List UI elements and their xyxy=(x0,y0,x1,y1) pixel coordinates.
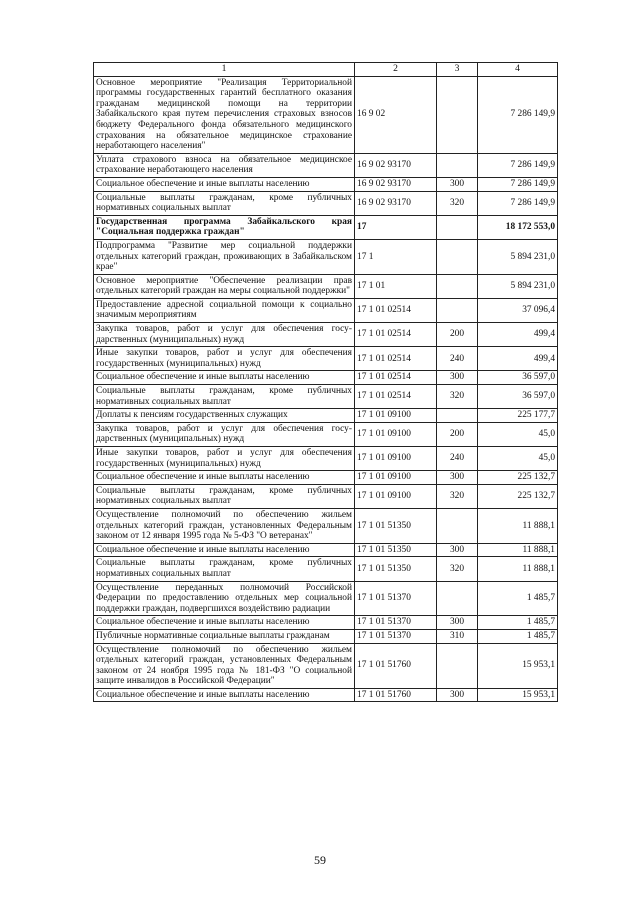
budget-table xyxy=(93,62,558,702)
row-code-cell: 17 1 01 51370 xyxy=(355,629,437,643)
row-code-cell: 17 1 01 09100 xyxy=(355,447,437,471)
row-expense-type-cell: 320 xyxy=(437,385,478,409)
table-row xyxy=(94,616,558,630)
row-amount-cell: 5 894 231,0 xyxy=(478,274,558,298)
row-expense-type-cell xyxy=(437,239,478,274)
row-expense-type-cell: 320 xyxy=(437,557,478,581)
row-name-cell: Предоставление адресной социальной помощи к социально значимым мероприятиям xyxy=(94,298,355,322)
row-code-cell: 16 9 02 93170 xyxy=(355,177,437,191)
row-amount-cell: 15 953,1 xyxy=(478,688,558,702)
row-amount-cell: 225 132,7 xyxy=(478,471,558,485)
row-name-cell: Доплаты к пенсиям государственных служащих xyxy=(94,409,355,423)
row-amount-cell: 36 597,0 xyxy=(478,385,558,409)
row-amount-cell: 1 485,7 xyxy=(478,616,558,630)
row-name-cell: Социальное обеспечение и иные выплаты населению xyxy=(94,177,355,191)
row-name-cell: Уплата страхового взноса на обязательное медицинское страхование неработающего населения xyxy=(94,153,355,177)
row-amount-cell: 45,0 xyxy=(478,422,558,446)
row-expense-type-cell: 310 xyxy=(437,629,478,643)
row-code-cell: 17 1 01 51350 xyxy=(355,508,437,543)
row-amount-cell: 225 132,7 xyxy=(478,484,558,508)
row-amount-cell: 7 286 149,9 xyxy=(478,177,558,191)
table-row xyxy=(94,484,558,508)
row-name-cell: Иные закупки товаров, работ и услуг для обеспечения государственных (муниципальных) нужд xyxy=(94,447,355,471)
row-amount-cell: 499,4 xyxy=(478,347,558,371)
table-row xyxy=(94,471,558,485)
row-code-cell: 17 1 01 51370 xyxy=(355,581,437,616)
row-expense-type-cell xyxy=(437,274,478,298)
table-row xyxy=(94,371,558,385)
row-code-cell: 17 1 01 09100 xyxy=(355,422,437,446)
table-row xyxy=(94,274,558,298)
row-code-cell: 17 1 xyxy=(355,239,437,274)
row-code-cell: 17 1 01 09100 xyxy=(355,409,437,423)
row-expense-type-cell xyxy=(437,215,478,239)
row-amount-cell: 45,0 xyxy=(478,447,558,471)
header-col-code: 2 xyxy=(355,63,437,77)
header-col-type: 3 xyxy=(437,63,478,77)
row-name-cell: Социальное обеспечение и иные выплаты населению xyxy=(94,616,355,630)
row-amount-cell: 7 286 149,9 xyxy=(478,153,558,177)
row-name-cell: Основное мероприятие "Реализация Территориальной программы государственных гарантий бесплатного оказания гражданам медицинской помощи на территории Забайкальского края путем перечисления страховых взносов бюджету Федерального фонда обязательного медицинского страхования на обязательное медицинское страхование неработающего населения" xyxy=(94,76,355,153)
row-amount-cell: 7 286 149,9 xyxy=(478,191,558,215)
row-name-cell: Осуществление полномочий по обеспечению жильем отдельных категорий граждан, установленных Федеральным законом от 12 января 1995 года № 5-ФЗ "О ветеранах" xyxy=(94,508,355,543)
page-number: 59 xyxy=(314,853,326,867)
table-row xyxy=(94,508,558,543)
table-row xyxy=(94,177,558,191)
row-amount-cell: 7 286 149,9 xyxy=(478,76,558,153)
row-expense-type-cell xyxy=(437,76,478,153)
row-expense-type-cell: 200 xyxy=(437,323,478,347)
row-amount-cell: 225 177,7 xyxy=(478,409,558,423)
row-amount-cell: 1 485,7 xyxy=(478,629,558,643)
row-amount-cell: 36 597,0 xyxy=(478,371,558,385)
row-code-cell: 17 1 01 51760 xyxy=(355,643,437,688)
table-row xyxy=(94,629,558,643)
row-name-cell: Государственная программа Забайкальского края "Социальная поддержка граждан" xyxy=(94,215,355,239)
row-name-cell: Социальное обеспечение и иные выплаты населению xyxy=(94,688,355,702)
table-row xyxy=(94,409,558,423)
row-expense-type-cell: 300 xyxy=(437,471,478,485)
row-expense-type-cell: 300 xyxy=(437,688,478,702)
row-expense-type-cell: 240 xyxy=(437,447,478,471)
row-name-cell: Социальные выплаты гражданам, кроме публичных нормативных социальных выплат xyxy=(94,557,355,581)
row-expense-type-cell xyxy=(437,643,478,688)
row-amount-cell: 18 172 553,0 xyxy=(478,215,558,239)
row-code-cell: 17 xyxy=(355,215,437,239)
row-code-cell: 17 1 01 51350 xyxy=(355,557,437,581)
row-name-cell: Закупка товаров, работ и услуг для обеспечения государственных (муниципальных) нужд xyxy=(94,422,355,446)
table-row xyxy=(94,239,558,274)
row-code-cell: 17 1 01 51370 xyxy=(355,616,437,630)
row-code-cell: 16 9 02 93170 xyxy=(355,191,437,215)
row-expense-type-cell xyxy=(437,298,478,322)
table-row xyxy=(94,643,558,688)
row-expense-type-cell: 200 xyxy=(437,422,478,446)
header-col-sum: 4 xyxy=(478,63,558,77)
row-name-cell: Закупка товаров, работ и услуг для обеспечения государственных (муниципальных) нужд xyxy=(94,323,355,347)
row-expense-type-cell: 300 xyxy=(437,543,478,557)
row-expense-type-cell: 320 xyxy=(437,484,478,508)
row-name-cell: Социальное обеспечение и иные выплаты населению xyxy=(94,543,355,557)
row-expense-type-cell: 320 xyxy=(437,191,478,215)
table-row xyxy=(94,688,558,702)
row-expense-type-cell: 300 xyxy=(437,371,478,385)
row-amount-cell: 15 953,1 xyxy=(478,643,558,688)
row-amount-cell: 37 096,4 xyxy=(478,298,558,322)
row-code-cell: 17 1 01 02514 xyxy=(355,323,437,347)
row-code-cell: 17 1 01 51350 xyxy=(355,543,437,557)
row-expense-type-cell: 300 xyxy=(437,616,478,630)
row-name-cell: Иные закупки товаров, работ и услуг для обеспечения государственных (муниципальных) нужд xyxy=(94,347,355,371)
table-row xyxy=(94,447,558,471)
row-name-cell: Социальное обеспечение и иные выплаты населению xyxy=(94,371,355,385)
row-code-cell: 17 1 01 02514 xyxy=(355,371,437,385)
row-name-cell: Публичные нормативные социальные выплаты гражданам xyxy=(94,629,355,643)
row-name-cell: Осуществление переданных полномочий Российской Федерации по предоставлению отдельных мер социальной поддержки граждан, подвергшихся воздействию радиации xyxy=(94,581,355,616)
table-row xyxy=(94,557,558,581)
table-row xyxy=(94,543,558,557)
table-row xyxy=(94,298,558,322)
row-expense-type-cell xyxy=(437,409,478,423)
row-name-cell: Социальное обеспечение и иные выплаты населению xyxy=(94,471,355,485)
row-expense-type-cell xyxy=(437,153,478,177)
row-code-cell: 17 1 01 02514 xyxy=(355,298,437,322)
table-row xyxy=(94,422,558,446)
row-code-cell: 16 9 02 xyxy=(355,76,437,153)
row-expense-type-cell: 240 xyxy=(437,347,478,371)
row-name-cell: Основное мероприятие "Обеспечение реализации прав отдельных категорий граждан на меры социальной поддержки" xyxy=(94,274,355,298)
row-code-cell: 16 9 02 93170 xyxy=(355,153,437,177)
row-code-cell: 17 1 01 09100 xyxy=(355,484,437,508)
row-expense-type-cell xyxy=(437,508,478,543)
header-col-name: 1 xyxy=(94,63,355,77)
table-row xyxy=(94,323,558,347)
table-body xyxy=(94,76,558,702)
table-row xyxy=(94,153,558,177)
row-expense-type-cell xyxy=(437,581,478,616)
row-amount-cell: 11 888,1 xyxy=(478,557,558,581)
row-code-cell: 17 1 01 02514 xyxy=(355,347,437,371)
row-name-cell: Подпрограмма "Развитие мер социальной поддержки отдельных категорий граждан, проживающих в Забайкальском крае" xyxy=(94,239,355,274)
row-amount-cell: 11 888,1 xyxy=(478,508,558,543)
row-name-cell: Социальные выплаты гражданам, кроме публичных нормативных социальных выплат xyxy=(94,484,355,508)
row-name-cell: Социальные выплаты гражданам, кроме публичных нормативных социальных выплат xyxy=(94,385,355,409)
row-amount-cell: 499,4 xyxy=(478,323,558,347)
row-amount-cell: 11 888,1 xyxy=(478,543,558,557)
row-name-cell: Социальные выплаты гражданам, кроме публичных нормативных социальных выплат xyxy=(94,191,355,215)
table-row xyxy=(94,347,558,371)
table-row xyxy=(94,581,558,616)
table-row xyxy=(94,76,558,153)
table-row xyxy=(94,385,558,409)
row-name-cell: Осуществление полномочий по обеспечению жильем отдельных категорий граждан, установленных Федеральным законом от 24 ноября 1995 года № 181-ФЗ "О социальной защите инвалидов в Российской Федерации" xyxy=(94,643,355,688)
row-code-cell: 17 1 01 02514 xyxy=(355,385,437,409)
row-amount-cell: 5 894 231,0 xyxy=(478,239,558,274)
row-code-cell: 17 1 01 51760 xyxy=(355,688,437,702)
table-header-row xyxy=(94,63,558,77)
row-amount-cell: 1 485,7 xyxy=(478,581,558,616)
table-row xyxy=(94,215,558,239)
row-expense-type-cell: 300 xyxy=(437,177,478,191)
table-row xyxy=(94,191,558,215)
row-code-cell: 17 1 01 xyxy=(355,274,437,298)
row-code-cell: 17 1 01 09100 xyxy=(355,471,437,485)
